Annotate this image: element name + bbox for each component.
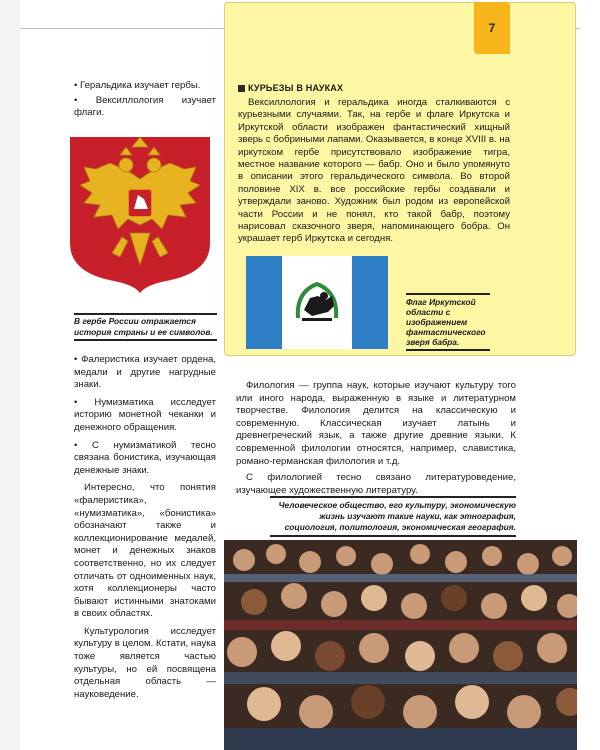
irkutsk-flag-image xyxy=(246,256,388,349)
left-bullets xyxy=(74,80,216,122)
box-text: Вексиллология и геральдика иногда сталкиваются с курьезными случаями. Так, на гербе и флаге Иркутска и Иркутской области изображен фантастический хищный зверь с бобриными лапами. Оказывается, в конце XVIII в. на иркутском гербе присутствовало изображение тигра, местное название которого — бабр. Оно и было упомянуто в описании этого геральдического символа. Во второй половине XIX в. все российские гербы создавали и утверждали заново. Художник был родом из европейской части России и не понял, кто такой бабр, поэтому нарисовал сказочного зверя, напоминающего бобра. Он украшает герб Иркутска и сегодня. xyxy=(238,97,510,245)
crowd-photo xyxy=(224,540,577,750)
caption-rule-top xyxy=(74,313,217,315)
paragraph-faleristics: • Фалеристика изучает ордена, медали и другие нагрудные знаки. xyxy=(74,354,216,391)
photo-caption-text: Человеческое общество, его культуру, экономическую жизнь изучают такие науки, как этнография, социология, политология, экономическая география. xyxy=(278,500,516,532)
paragraph-culturology: Культурология исследует культуру в целом. Кстати, наука тоже является частью культуры, но ей посвящена отдельная область — науковедение. xyxy=(74,625,216,700)
flag-caption xyxy=(406,293,490,351)
photo-caption-rule-top xyxy=(270,496,516,498)
header-rule xyxy=(20,28,230,29)
flag-caption-rule-bottom xyxy=(406,349,490,351)
caption-rule-bottom xyxy=(74,339,217,341)
photo-caption xyxy=(270,496,516,537)
paragraph-numismatics: • Нумизматика исследует историю монетной чеканки и денежного обращения. xyxy=(74,396,216,433)
philology-text xyxy=(236,380,516,501)
paragraph-philology: Филология — группа наук, которые изучают культуру того или иного народа, выраженную в языке и литературном творчестве. Филология делится на классическую и современную. Классическая изучает латынь и древнегреческий язык, а также другие древние языки. К современной филологии относятся, например, славистика, романо-германская филология и т.д. xyxy=(236,380,516,467)
arms-caption-text: В гербе России отражается история страны и ее символов. xyxy=(74,316,213,337)
left-column-text xyxy=(74,354,216,706)
paragraph-collecting: Интересно, что понятия «фалеристика», «нумизматика», «бонистика» обозначают также и коллекционирование медалей, монет и денежных знаков соответственно, но их следует отличать от одноименных наук, хотя коллекционеры часто бывают истинными знатоками в своих областях. xyxy=(74,482,216,620)
bullet-vexillology: • Вексиллология изучает флаги. xyxy=(74,94,216,119)
page-number: 7 xyxy=(474,2,510,54)
flag-caption-rule-top xyxy=(406,293,490,295)
heading-square-icon xyxy=(238,85,245,92)
box-heading-text: КУРЬЕЗЫ В НАУКАХ xyxy=(248,83,344,93)
photo-caption-rule-bottom xyxy=(270,535,516,537)
russia-coat-of-arms-image xyxy=(66,133,214,295)
paragraph-bonistics: • С нумизматикой тесно связана бонистика, изучающая денежные знаки. xyxy=(74,439,216,476)
flag-caption-text: Флаг Иркутской области с изображением фантастического зверя бабра. xyxy=(406,297,486,347)
arms-caption xyxy=(74,316,217,338)
paragraph-literary-studies: С филологией тесно связано литературоведение, изучающее художественную литературу. xyxy=(236,472,516,496)
bullet-heraldry: • Геральдика изучает гербы. xyxy=(74,80,201,91)
box-heading xyxy=(238,83,343,93)
